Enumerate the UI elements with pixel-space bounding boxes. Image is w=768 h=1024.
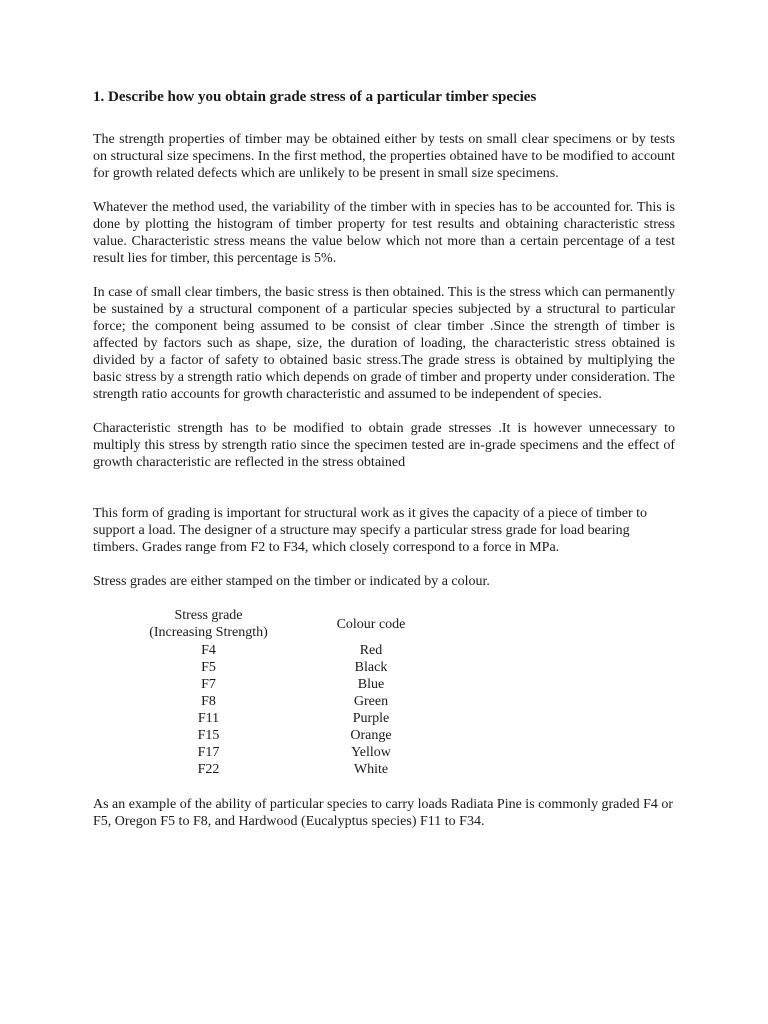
colour-cell: Black [354,660,388,675]
colour-cell: Yellow [351,745,391,760]
grade-cell: F8 [201,694,216,709]
table-row [137,761,436,778]
document-page [93,88,675,847]
grade-cell: F22 [197,762,220,777]
paragraph-strength-properties: The strength properties of timber may be obtained either by tests on small clear specimens or by tests on structural size specimens. In the first method, the properties obtained have to be modified to account for growth related defects which are unlikely to be present in small size specimens. [93,132,675,181]
paragraph-stress-grades-intro: Stress grades are either stamped on the timber or indicated by a colour. [93,574,490,589]
paragraph-basic-stress: In case of small clear timbers, the basic stress is then obtained. This is the stress which can permanently be sustained by a structural component of a particular species subjected by a structural to particular force; the component being assumed to be consist of clear timber .Since the strength of timber is affected by factors such as shape, size, the duration of loading, the characteristic stress obtained is divided by a factor of safety to obtained basic stress.The grade stress is obtained by multiplying the basic stress by a strength ratio which depends on grade of timber and property under consideration. The strength ratio accounts for growth characteristic and assumed to be independent of species. [93,285,675,402]
table-row [137,642,436,659]
table-row [137,744,436,761]
question-heading: 1. Describe how you obtain grade stress of a particular timber species [93,89,537,105]
colour-cell: Orange [350,728,392,743]
table-row [137,693,436,710]
header-stress-grade-line1: Stress grade [174,608,243,623]
colour-cell: Purple [352,711,390,726]
grade-cell: F5 [201,660,216,675]
grade-cell: F4 [201,643,216,658]
table-row [137,659,436,676]
paragraph-characteristic-strength: Characteristic strength has to be modified to obtain grade stresses .It is however unnecessary to multiply this stress by strength ratio since the specimen tested are in-grade specimens and the effect of growth characteristic are reflected in the stress obtained [93,421,675,470]
header-stress-grade [137,607,280,642]
paragraph-variability: Whatever the method used, the variability of the timber with in species has to be accounted for. This is done by plotting the histogram of timber property for test results and obtaining characteristic stress value. Characteristic stress means the value below which not more than a certain percentage of a test result lies for timber, this percentage is 5%. [93,200,675,266]
table-row [137,676,436,693]
header-stress-grade-line2: (Increasing Strength) [149,625,268,640]
grade-cell: F17 [197,745,220,760]
grade-cell: F7 [201,677,216,692]
paragraph-species-example: As an example of the ability of particular species to carry loads Radiata Pine is commonly graded F4 or F5, Oregon F5 to F8, and Hardwood (Eucalyptus species) F11 to F34. [93,797,674,829]
header-colour-code: Colour code [336,616,406,632]
table-row [137,727,436,744]
colour-cell: Green [353,694,389,709]
colour-cell: Red [359,643,383,658]
grade-cell: F15 [197,728,220,743]
table-row [137,710,436,727]
stress-grade-table [137,607,436,778]
colour-cell: Blue [357,677,385,692]
table-header-row [137,607,436,642]
paragraph-grading-importance: This form of grading is important for structural work as it gives the capacity of a piece of timber to support a load. The designer of a structure may specify a particular stress grade for load bearing timbers. Grades range from F2 to F34, which closely correspond to a force in MPa. [93,506,648,555]
colour-cell: White [353,762,389,777]
grade-cell: F11 [197,711,220,726]
